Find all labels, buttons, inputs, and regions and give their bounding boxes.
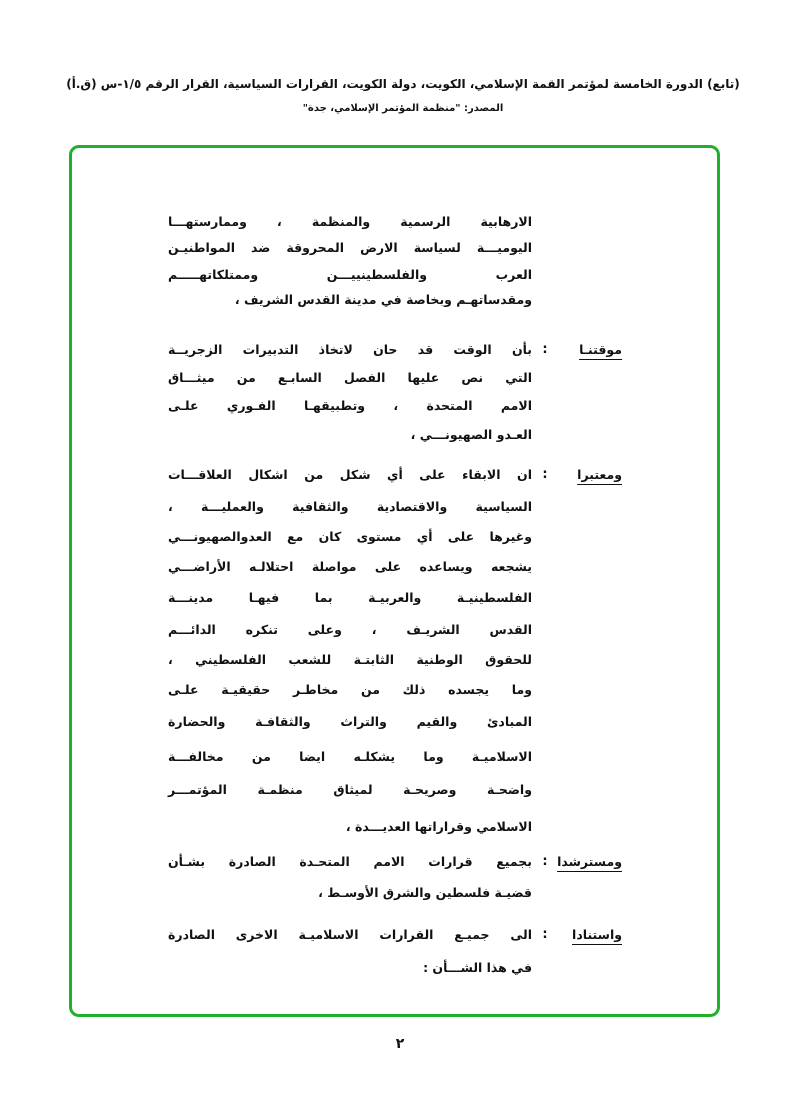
text-line: الفلسطينيـة والعربيـة بما فيهـا مدينـــة — [168, 590, 532, 605]
text-line: القدس الشريـف ، وعلى تنكره الدائـــم — [168, 622, 532, 637]
label-colon: : — [542, 467, 548, 482]
label-colon: : — [542, 927, 548, 942]
text-line: وغيرها على أي مستوى كان مع العدوالصهيونـــي — [168, 529, 532, 544]
text-line: قضيـة فلسطين والشرق الأوسـط ، — [318, 885, 532, 900]
text-line: العرب والفلسطينييـــن وممتلكاتهـــــم — [168, 267, 532, 282]
text-line: اليوميـــة لسياسة الارض المحروقة ضد المواطنيـن — [168, 240, 532, 255]
text-line: الامم المتحدة ، وتطبيقهـا الفـوري علـى — [168, 398, 532, 413]
text-line: وما يجسده ذلك من مخاطـر حقيقيـة علـى — [168, 682, 532, 697]
text-line: ان الابقاء على أي شكل من اشكال العلاقـــات — [168, 467, 532, 482]
text-line: واضحـة وصريحـة لميثاق منظمـة المؤتمـــر — [168, 782, 532, 797]
text-line: ومقدساتهـم وبخاصة في مدينة القدس الشريف ، — [234, 292, 532, 307]
label-colon: : — [542, 854, 548, 869]
text-line: الى جميـع القرارات الاسلاميـة الاخرى الصادرة — [168, 927, 532, 942]
text-line: الاسلاميـة وما يشكلـه ايضا من مخالفـــة — [168, 749, 532, 764]
section-label — [556, 341, 622, 359]
text-line: يشجعه ويساعده على مواصلة احتلالـه الأراضـــي — [168, 559, 532, 574]
section-label-text: ومعتبرا — [577, 467, 622, 482]
section-label-text: موقتنـا — [579, 342, 622, 357]
section-label-text: ومسترشدا — [557, 854, 622, 869]
document-title: (تابع) الدورة الخامسة لمؤتمر القمة الإسلامي، الكويت، دولة الكويت، القرارات السياسية، القرار الرقم ١/٥-س (ق.أ) — [66, 77, 740, 91]
text-line: السياسية والاقتصادية والثقافية والعمليـــة ، — [168, 499, 532, 514]
text-line: المبادئ والقيم والتراث والثقافـة والحضارة — [168, 714, 532, 729]
section-label — [556, 853, 622, 871]
text-line: العـدو الصهيونـــي ، — [410, 427, 532, 442]
document-source: المصدر: "منظمة المؤتمر الإسلامي، جدة" — [302, 103, 504, 114]
section-label-text: واستنادا — [572, 927, 622, 942]
text-line: في هذا الشـــأن : — [423, 960, 532, 975]
text-line: الاسلامي وقراراتها العديـــدة ، — [345, 819, 532, 834]
section-label — [556, 466, 622, 484]
section-label — [556, 926, 622, 944]
text-line: بجميع قرارات الامم المتحـدة الصادرة بشـأن — [168, 854, 532, 869]
text-line: التي نص عليها الفصل السابـع من ميثـــاق — [168, 370, 532, 385]
page-number: ٢ — [395, 1036, 405, 1052]
text-line: للحقوق الوطنية الثابتـة للشعب الفلسطيني ، — [168, 652, 532, 667]
text-line: بأن الوقت قد حان لاتخاذ التدبيرات الزجريــة — [168, 342, 532, 357]
label-colon: : — [542, 342, 548, 357]
text-line: الارهابية الرسمية والمنظمة ، وممارستهـــا — [168, 214, 532, 229]
